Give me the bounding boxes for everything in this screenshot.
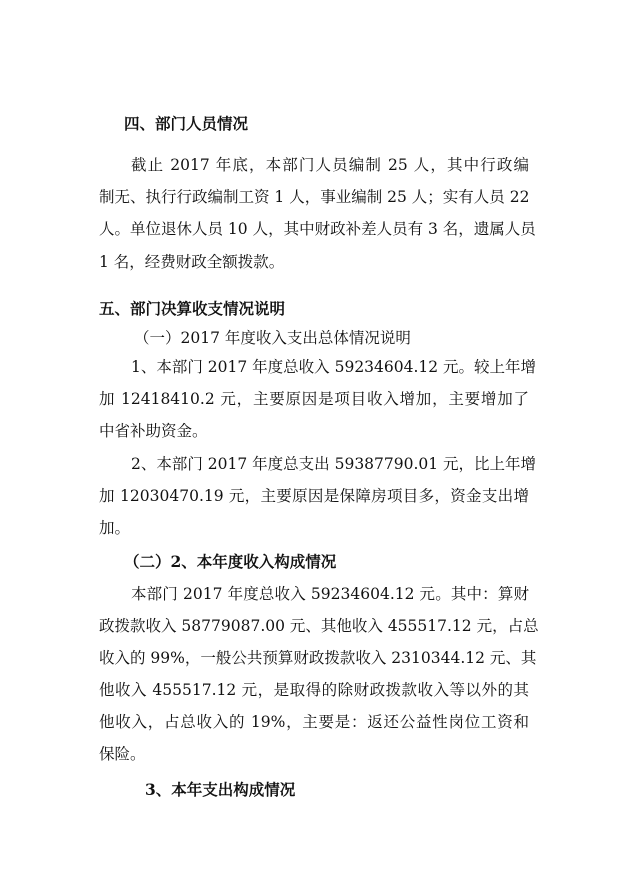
- p2-line-2: 加 12030470.19 元，主要原因是保障房项目多，资金支出增: [99, 487, 529, 505]
- subsection-2-title: （二）2、本年度收入构成情况: [124, 552, 337, 571]
- p3-line-1: 本部门 2017 年度总收入 59234604.12 元。其中：算财: [131, 585, 529, 603]
- p1-line-2: 加 12418410.2 元，主要原因是项目收入增加，主要增加了: [99, 390, 529, 408]
- p1-line-3: 中省补助资金。: [99, 422, 208, 440]
- s4-line-3: 人。单位退休人员 10 人，其中财政补差人员有 3 名，遗属人员: [99, 220, 536, 238]
- s4-line-1: 截止 2017 年底，本部门人员编制 25 人，其中行政编: [131, 156, 529, 174]
- s4-line-2: 制无、执行行政编制工资 1 人，事业编制 25 人；实有人员 22: [99, 188, 530, 206]
- s4-line-4: 1 名，经费财政全额拨款。: [99, 253, 285, 271]
- section-4-heading: 四、部门人员情况: [124, 114, 249, 133]
- p3-line-5: 他收入，占总收入的 19%，主要是：返还公益性岗位工资和: [99, 713, 529, 731]
- subsection-1-title: （一）2017 年度收入支出总体情况说明: [134, 329, 411, 347]
- p3-line-2: 政拨款收入 58779087.00 元、其他收入 455517.12 元，占总: [99, 617, 539, 635]
- p3-line-6: 保险。: [99, 745, 146, 763]
- p2-line-3: 加。: [99, 519, 131, 537]
- subsection-3-title: 3、本年支出构成情况: [145, 780, 296, 799]
- p3-line-4: 他收入 455517.12 元，是取得的除财政拨款收入等以外的其: [99, 681, 529, 699]
- p2-line-1: 2、本部门 2017 年度总支出 59387790.01 元，比上年增: [131, 455, 537, 473]
- section-5-heading: 五、部门决算收支情况说明: [99, 299, 286, 318]
- p1-line-1: 1、本部门 2017 年度总收入 59234604.12 元。较上年增: [131, 358, 537, 376]
- p3-line-3: 收入的 99%，一般公共预算财政拨款收入 2310344.12 元、其: [99, 649, 537, 667]
